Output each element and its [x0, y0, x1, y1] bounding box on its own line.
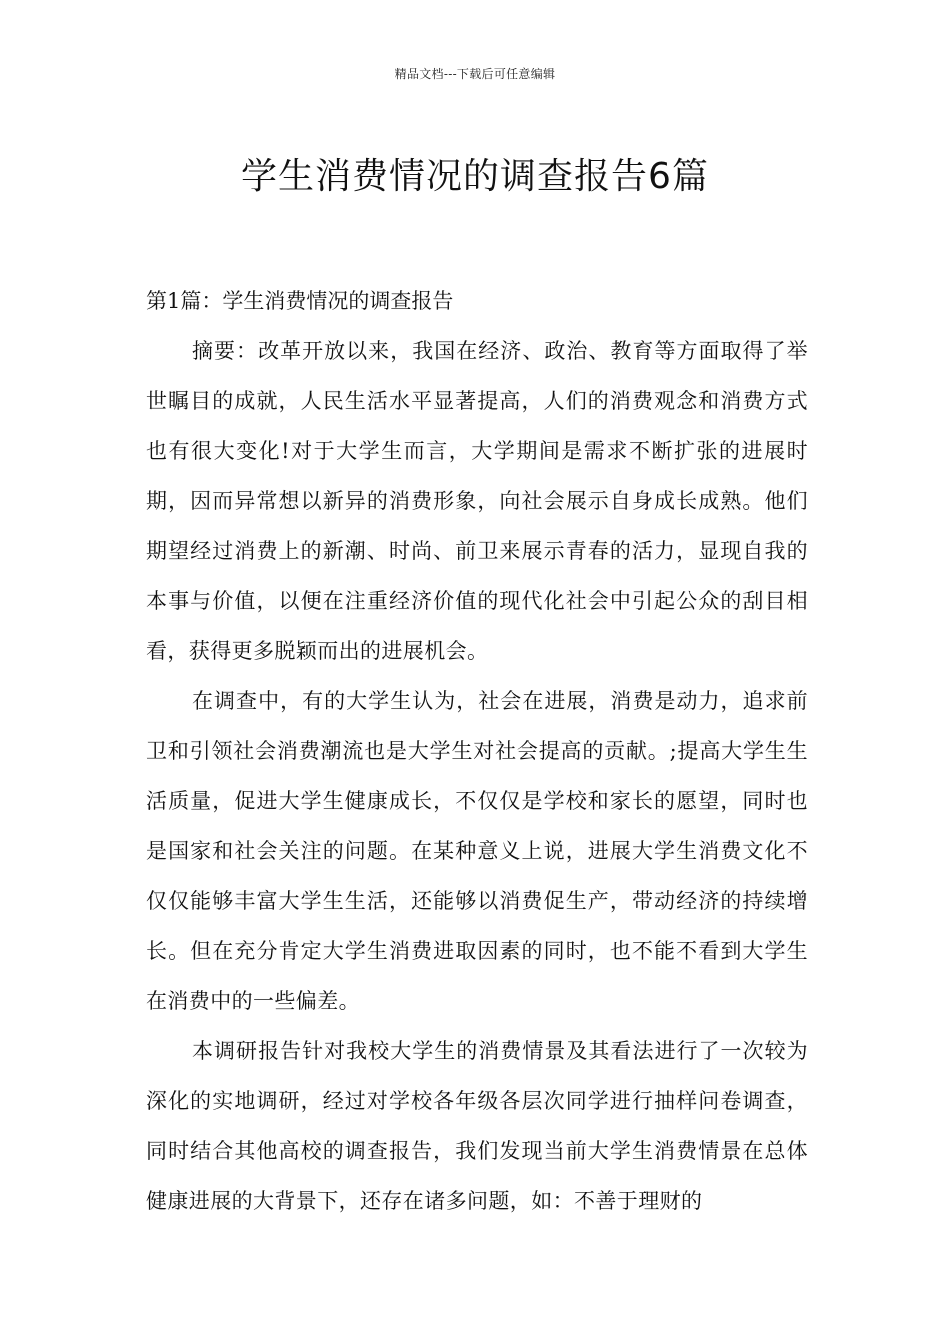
section-heading: 第1篇：学生消费情况的调查报告 — [146, 289, 454, 313]
paragraph-report: 本调研报告针对我校大学生的消费情景及其看法进行了一次较为深化的实地调研，经过对学校各年级各层次同学进行抽样问卷调查，同时结合其他高校的调查报告，我们发现当前大学生消费情景在总体健康进展的大背景下，还存在诸多问题，如：不善于理财的 — [146, 1039, 808, 1213]
document-body — [146, 276, 808, 1226]
paragraph-abstract: 摘要：改革开放以来，我国在经济、政治、教育等方面取得了举世瞩目的成就，人民生活水平显著提高，人们的消费观念和消费方式也有很大变化!对于大学生而言，大学期间是需求不断扩张的进展时期，因而异常想以新异的消费形象，向社会展示自身成长成熟。他们期望经过消费上的新潮、时尚、前卫来展示青春的活力，显现自我的本事与价值，以便在注重经济价值的现代化社会中引起公众的刮目相看，获得更多脱颖而出的进展机会。 — [146, 339, 808, 663]
paragraph-survey: 在调查中，有的大学生认为，社会在进展，消费是动力，追求前卫和引领社会消费潮流也是大学生对社会提高的贡献。;提高大学生生活质量，促进大学生健康成长，不仅仅是学校和家长的愿望，同时也是国家和社会关注的问题。在某种意义上说，进展大学生消费文化不仅仅能够丰富大学生生活，还能够以消费促生产，带动经济的持续增长。但在充分肯定大学生消费进取因素的同时，也不能不看到大学生在消费中的一些偏差。 — [146, 689, 808, 1013]
document-title: 学生消费情况的调查报告6篇 — [241, 156, 709, 198]
page-header: 精品文档---下载后可任意编辑 — [394, 67, 556, 81]
